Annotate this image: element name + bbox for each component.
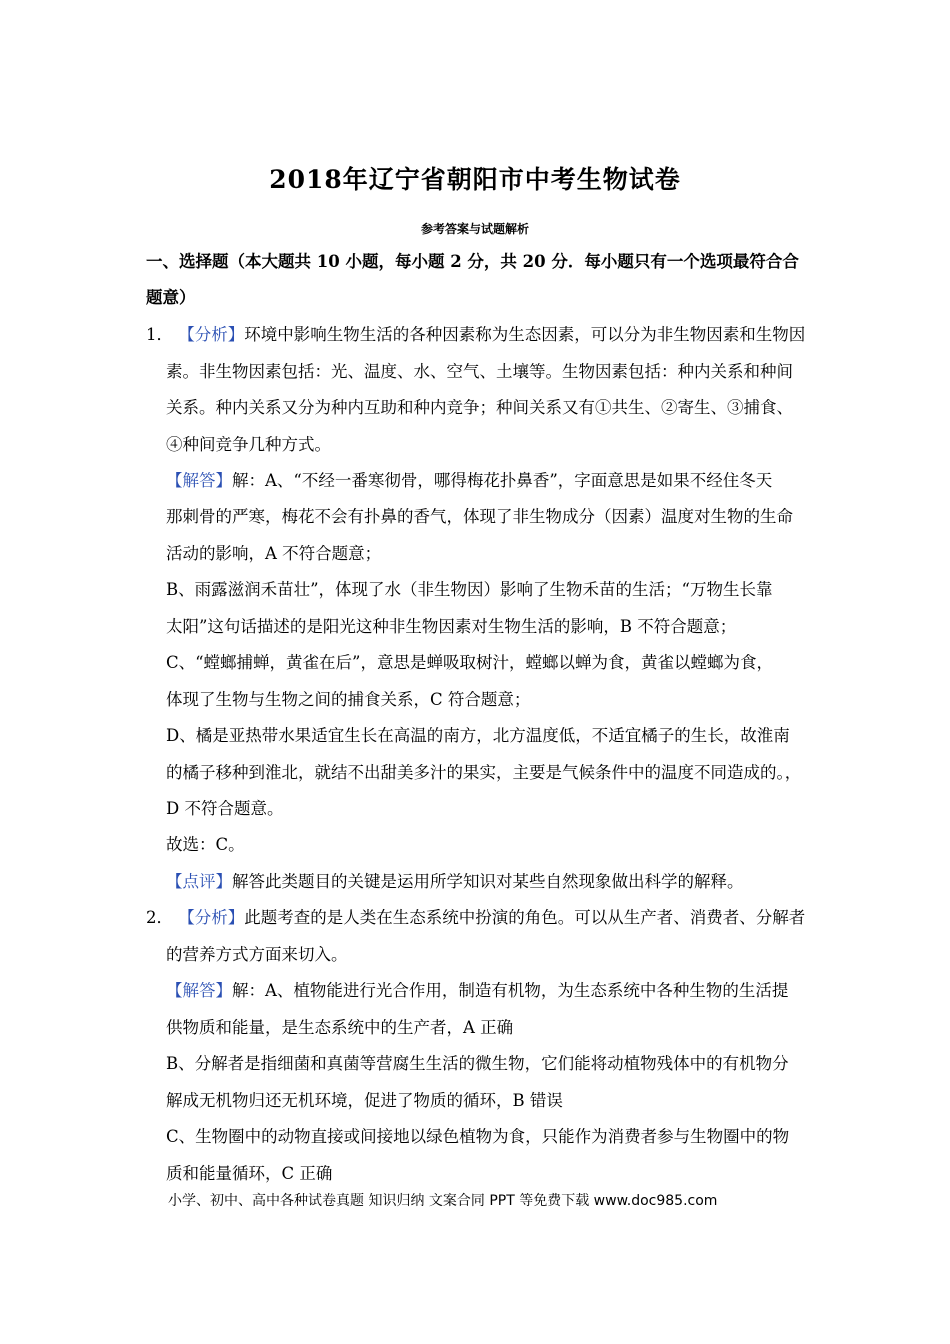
text-line [166,434,331,456]
text-line [166,470,772,492]
text-line [166,980,788,1002]
line-text: 体现了生物与生物之间的捕食关系，C 符合题意； [166,690,531,709]
text-line [166,725,790,747]
line-text: C、生物圈中的动物直接或间接地以绿色植物为食，只能作为消费者参与生物圈中的物 [166,1127,790,1146]
question-number: 1． [146,325,179,344]
text-line [166,616,736,638]
line-text: B、雨露滋润禾苗壮”，体现了水（非生物因）影响了生物禾苗的生活；“万物生长靠 [166,580,773,599]
text-line [166,1053,789,1075]
text-line [166,1017,513,1039]
line-text: 的橘子移种到淮北，就结不出甜美多汁的果实，主要是气候条件中的温度不同造成的。， [166,763,802,782]
line-text: D 不符合题意。 [166,799,284,818]
text-line [166,579,773,601]
line-text: ④种间竞争几种方式。 [166,435,331,454]
line-text: 活动的影响，A 不符合题意； [166,544,382,563]
line-text: B、分解者是指细菌和真菌等营腐生生活的微生物，它们能将动植物残体中的有机物分 [166,1054,789,1073]
section-tag: 【解答】 [166,471,232,490]
line-text: 关系。种内关系又分为种内互助和种内竞争；种间关系又有①共生、②寄生、③捕食、 [166,398,793,417]
text-line [166,652,773,674]
line-text: 素。非生物因素包括：光、温度、水、空气、土壤等。生物因素包括：种内关系和种间 [166,362,793,381]
line-text: 解：A、“不经一番寒彻骨，哪得梅花扑鼻香”，字面意思是如果不经住冬天 [232,471,773,490]
text-line [166,834,245,856]
text-line [166,1163,332,1185]
line-text: 那刺骨的严寒，梅花不会有扑鼻的香气，体现了非生物成分（因素）温度对生物的生命 [166,507,793,526]
section-tag: 【点评】 [166,872,232,891]
text-line [166,506,793,528]
section-heading: 一、选择题（本大题共 10 小题，每小题 2 分，共 20 分．每小题只有一个选项最符合合题意） [146,252,799,307]
text-line [166,1126,789,1148]
text-line [166,798,283,820]
section-tag: 【分析】 [178,325,245,344]
line-text: 太阳”这句话描述的是阳光这种非生物因素对生物生活的影响，B 不符合题意； [166,617,737,636]
section-tag: 【分析】 [178,908,245,927]
line-text: 供物质和能量，是生态系统中的生产者，A 正确 [166,1018,514,1037]
line-text: 的营养方式方面来切入。 [166,945,348,964]
line-text: C、“螳螂捕蝉，黄雀在后”，意思是蝉吸取树汁，螳螂以蝉为食，黄雀以螳螂为食， [166,653,773,672]
line-text: 此题考查的是人类在生态系统中扮演的角色。可以从生产者、消费者、分解者 [244,908,806,927]
line-text: D、橘是亚热带水果适宜生长在高温的南方，北方温度低，不适宜橘子的生长，故淮南 [166,726,790,745]
text-line [166,689,530,711]
line-text: 环境中影响生物生活的各种因素称为生态因素，可以分为非生物因素和生物因 [244,325,806,344]
text-line [166,944,348,966]
text-line [166,1090,563,1112]
line-text: 质和能量循环，C 正确 [166,1164,333,1183]
text-line [146,907,805,929]
section-tag: 【解答】 [166,981,232,1000]
text-line [146,324,805,346]
question-number: 2． [146,908,179,927]
page-footer: 小学、初中、高中各种试卷真题 知识归纳 文案合同 PPT 等免费下载 www.doc985.com [168,1193,718,1209]
text-line [166,762,801,784]
text-line [166,361,793,383]
line-text: 解成无机物归还无机环境，促进了物质的循环，B 错误 [166,1091,563,1110]
document-title: 2018年辽宁省朝阳市中考生物试卷 [269,165,681,194]
line-text: 解：A、植物能进行光合作用，制造有机物，为生态系统中各种生物的生活提 [232,981,789,1000]
text-line [166,543,381,565]
text-line [166,397,793,419]
line-text: 解答此类题目的关键是运用所学知识对某些自然现象做出科学的解释。 [232,872,744,891]
document-subtitle: 参考答案与试题解析 [420,222,529,236]
line-text: 故选：C。 [166,835,245,854]
text-line [166,871,744,893]
